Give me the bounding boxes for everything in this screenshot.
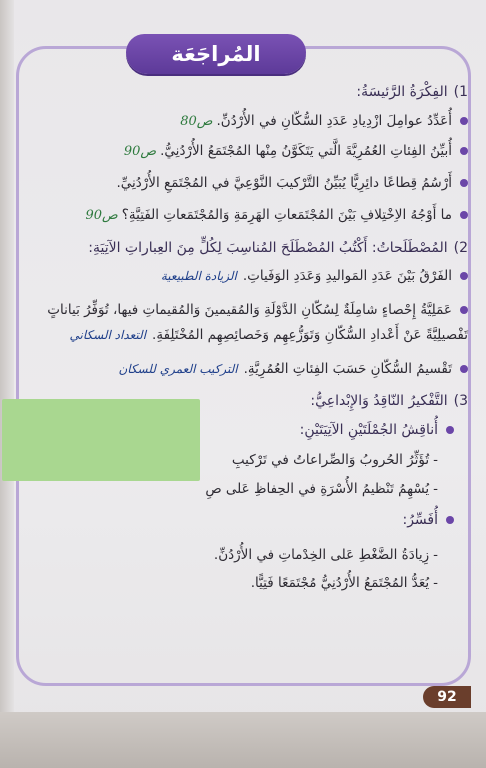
subheading [402,512,454,528]
section1-heading [356,84,468,100]
list-item [232,452,438,468]
dash-icon: - [433,547,438,563]
dash-icon: - [433,452,438,468]
dash-icon: - [433,481,438,497]
section1-number: 1) [453,84,468,100]
bullet-icon [446,516,454,524]
handwritten-answer: الزيادة الطبيعية [160,269,237,283]
section3-number: 3) [453,393,468,409]
bullet-icon [460,147,468,155]
list-item [47,302,468,318]
handwritten-answer: التعداد السكاني [69,328,147,342]
page-edge [0,0,14,768]
section1-heading-text: الفِكْرَةُ الرَّئيسَةُ: [356,84,448,100]
list-item-text: أَرْسُمُ قِطاعًا دائِرِيًّا يُبَيِّنُ التَّرْكيبَ النَّوْعِيَّ في المُجْتَمَعِ الأُرْدُنِيِّ. [116,175,452,191]
list-item-text: الفَرْقُ بَيْنَ عَدَدِ المَواليدِ وَعَدَدِ الوَفَياتِ. [242,268,452,284]
bullet-icon [460,117,468,125]
list-item [180,113,468,129]
page-bottom-edge [0,712,486,768]
list-item-text: تُؤَثِّرُ الحُروبُ وَالصِّراعاتُ في تَرْكيبِ [231,452,430,468]
page-number: 92 [423,686,471,708]
handwritten-note: ص90 [123,144,157,159]
list-item [205,481,438,497]
list-item [86,207,469,223]
section3-heading [310,393,468,409]
list-item-continuation [70,327,468,343]
list-item-text: زِيادَةُ الضَّغْطِ عَلى الخِدْماتِ في الأُرْدُنِّ. [213,547,430,563]
bullet-icon [460,211,468,219]
list-item-text: ما أَوْجُهُ الاِخْتِلافِ بَيْنَ المُجْتَمَعاتِ الهَرِمَةِ وَالمُجْتَمَعاتِ الفَتِيَّةِ؟ [121,207,452,223]
sticky-note [2,399,200,481]
list-item [161,268,468,284]
bullet-icon [460,365,468,373]
list-item [251,575,438,591]
list-item [118,361,468,377]
section2-number: 2) [453,240,468,256]
handwritten-answer: التركيب العمري للسكان [118,362,238,376]
handwritten-note: ص80 [180,114,213,129]
list-item-text: أُبيِّنُ الفِئاتِ العُمُرِيَّةَ الَّتي يَتَكَوَّنُ مِنْها المُجْتَمَعُ الأُرْدُنِيُّ. [160,143,452,159]
dash-icon: - [433,575,438,591]
bullet-icon [460,306,468,314]
section3-heading-text: التَّفْكيرُ النّاقِدُ وَالإِبْداعِيُّ: [310,393,448,409]
list-item-text: تَفْصيلِيَّةً عَنْ أَعْدادِ السُّكّانِ وَتَوَزُّعِهِم وَخَصائِصِهِم المُخْتَلِفَةِ. [152,327,468,343]
section2-heading-text: المُصْطَلَحاتُ: أَكْتُبُ المُصْطَلَحَ المُناسِبَ لِكُلٍّ مِنَ العِباراتِ الآتِيَةِ: [88,240,448,256]
list-item [124,143,468,159]
list-item-text: يُسْهِمُ تَنْظيمُ الأُسْرَةِ في الحِفاظِ عَلى صِ [205,481,430,497]
list-item [116,175,468,191]
list-item-text: تَقْسيمُ السُّكّانِ حَسَبَ الفِئاتِ العُمُرِيَّةِ. [243,361,452,377]
subheading [300,422,454,438]
list-item-text: أُعَدِّدُ عوامِلَ ازْدِيادِ عَدَدِ السُّكّانِ في الأُرْدُنِّ. [216,113,452,129]
section2-heading [88,240,468,256]
bullet-icon [460,272,468,280]
page-title: المُراجَعَة [126,34,306,74]
bullet-icon [446,426,454,434]
list-item [214,547,438,563]
list-item-text: عَمَلِيَّةُ إِحْصاءٍ شامِلَةٌ لِسُكّانِ الدَّوْلَةِ وَالمُقيمينَ وَالمُقيماتِ فيها، تُوَفِّرُ بَياناتٍ [47,302,452,318]
subheading-text: أُفَسِّرُ: [402,512,438,528]
subheading-text: أُناقِشُ الجُمْلَتَيْنِ الآتِيَتَيْنِ: [299,422,438,438]
list-item-text: يُعَدُّ المُجْتَمَعُ الأُرْدُنِيُّ مُجْتَمَعًا فَتِيًّا. [250,575,430,591]
handwritten-note: ص90 [85,208,118,223]
bullet-icon [460,179,468,187]
